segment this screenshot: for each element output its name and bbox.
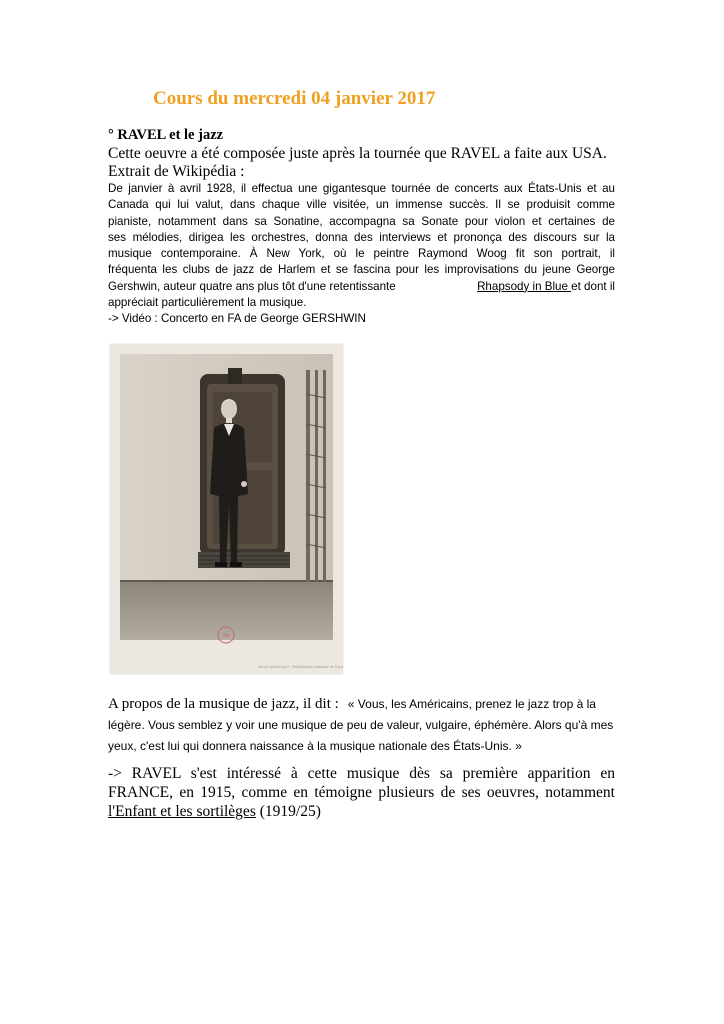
excerpt-text: et dont il <box>571 279 615 293</box>
excerpt-line-with-link <box>108 279 615 295</box>
source-label: Extrait de Wikipédia : <box>108 163 245 180</box>
closing-text: -> RAVEL s'est intéressé à cette musique dès sa première apparition en FRANCE, en 1915, comme en témoigne plusieurs de ses oeuvres, notamment <box>108 765 615 801</box>
excerpt-line: fréquenta les clubs de jazz de Harlem et se fascina pour les improvisations du jeune George <box>108 263 615 277</box>
excerpt-line: Canada qui lui valut, dans chaque ville visitée, un immense succès. Il se produisit comme <box>108 198 615 212</box>
excerpt-text: Gershwin, auteur quatre ans plus tôt d'une retentissante <box>108 279 396 293</box>
quote-text: « Vous, les Américains, prenez le jazz trop à la légère. Vous semblez y voir une musique de peu de valeur, vulgaire, éphémère. Alors qu'à mes yeux, c'est lui qui donnera naissance à la musique nationale des États-Unis. » <box>108 697 614 753</box>
excerpt-link-group <box>477 279 615 295</box>
page-title: Cours du mercredi 04 janvier 2017 <box>153 88 436 109</box>
excerpt-line: pianiste, notamment dans sa Sonatine, accompagna sa Sonate pour violon et certaines de <box>108 214 615 228</box>
jazz-quote <box>108 694 618 757</box>
enfant-sortileges-link[interactable]: l'Enfant et les sortilèges <box>108 803 256 820</box>
closing-date: (1919/25) <box>259 803 321 820</box>
quote-intro: A propos de la musique de jazz, il dit : <box>108 696 339 712</box>
ravel-photograph <box>110 344 343 674</box>
excerpt-line: musique contemporaine. À New York, où le peintre Raymond Woog fit son portrait, il <box>108 247 615 261</box>
photo-caption: Source gallica.bnf.fr / Bibliothèque nationale de France <box>258 665 343 669</box>
wikipedia-excerpt <box>108 181 615 328</box>
closing-paragraph <box>108 764 615 821</box>
excerpt-line: ses mélodies, dirigea les orchestres, donna des interviews et prononça des discours sur la <box>108 230 615 244</box>
excerpt-line: appréciait particulièrement la musique. <box>108 296 307 310</box>
video-note: -> Vidéo : Concerto en FA de George GERSHWIN <box>108 312 366 326</box>
intro-text: Cette oeuvre a été composée juste après la tournée que RAVEL a faite aux USA. <box>108 145 607 162</box>
excerpt-line: De janvier à avril 1928, il effectua une gigantesque tournée de concerts aux États-Unis et au <box>108 182 615 195</box>
photograph-image <box>110 344 343 674</box>
rhapsody-in-blue-link[interactable]: Rhapsody in Blue <box>477 279 572 293</box>
section-heading: ° RAVEL et le jazz <box>108 127 224 143</box>
library-stamp: BN <box>222 634 230 639</box>
